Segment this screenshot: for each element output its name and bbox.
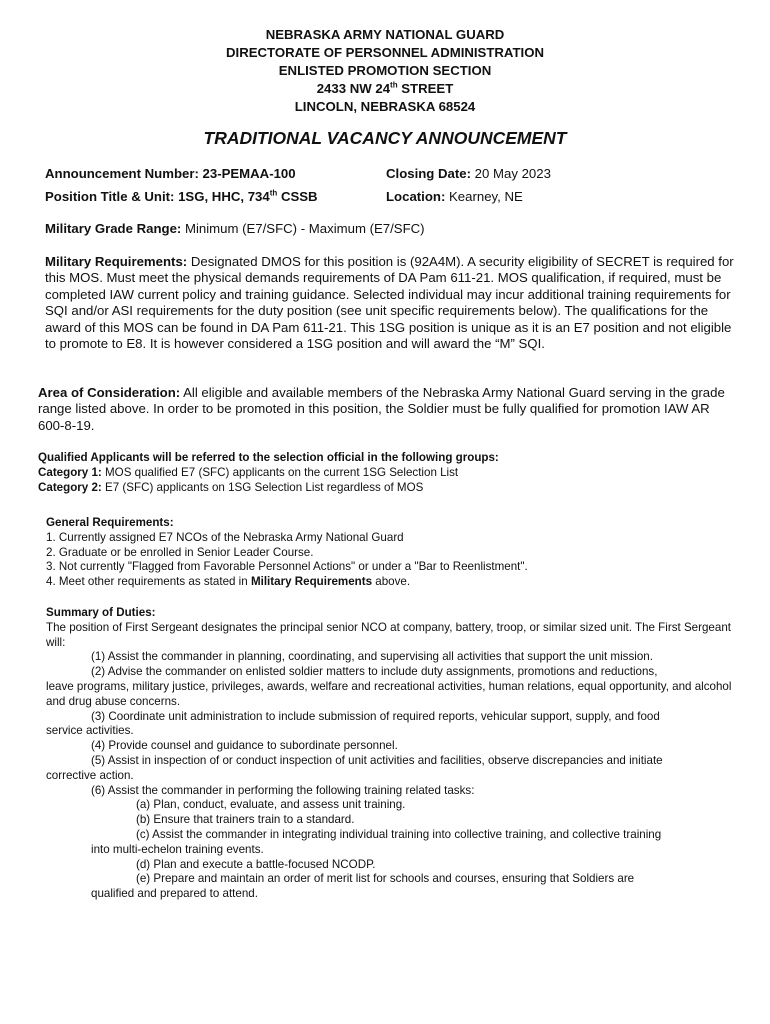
- military-requirements-text: Designated DMOS for this position is (92A4M). A security eligibility of SECRET is required for this MOS. Must meet the physical demands requirements of DA Pam 611-21. MOS qualification, if required, must be completed IAW current policy and training guidance. Selected individual may incur additional training requirements for SQI and/or ASI requirements for the duty position (see unit specific requirements below). The qualifications for the award of this MOS can be found in DA Pam 611-21. This 1SG position is unique as it is an E7 position and not eligible to promote to E8. It is however considered a 1SG position and will award the “M” SQI.: [45, 254, 734, 352]
- qualified-applicants: [38, 451, 738, 495]
- closing-date: Closing Date: 20 May 2023: [386, 166, 551, 181]
- military-requirements-label: Military Requirements:: [45, 254, 188, 269]
- military-requirements: [45, 254, 735, 352]
- city-address: LINCOLN, NEBRASKA 68524: [294, 99, 476, 114]
- duty-6c-cont: into multi-echelon training events.: [91, 842, 264, 856]
- duty-1: (1) Assist the commander in planning, coordinating, and supervising all activities that support the unit mission.: [91, 650, 653, 664]
- grade-range: Military Grade Range: Minimum (E7/SFC) - Maximum (E7/SFC): [45, 221, 425, 236]
- qualified-heading: Qualified Applicants will be referred to the selection official in the following groups:: [38, 451, 499, 464]
- duty-5-cont: corrective action.: [46, 768, 134, 782]
- duty-3: (3) Coordinate unit administration to include submission of required reports, vehicular support, supply, and food: [91, 709, 660, 723]
- duty-4: (4) Provide counsel and guidance to subordinate personnel.: [91, 739, 398, 753]
- duties-intro: The position of First Sergeant designates the principal senior NCO at company, battery, troop, or similar sized unit. The First Sergeant will:: [46, 620, 731, 649]
- letterhead: [0, 26, 770, 116]
- org-name: NEBRASKA ARMY NATIONAL GUARD: [265, 27, 505, 42]
- duty-2-cont: leave programs, military justice, privileges, awards, welfare and recreational activities, human relations, equal opportunity, and alcohol and drug abuse concerns.: [46, 679, 732, 708]
- duty-6e-cont: qualified and prepared to attend.: [91, 887, 258, 901]
- duty-2: (2) Advise the commander on enlisted soldier matters to include duty assignments, promotions and reductions,: [91, 665, 658, 679]
- location: Location: Kearney, NE: [386, 189, 523, 204]
- general-item-2: 2. Graduate or be enrolled in Senior Leader Course.: [46, 545, 314, 559]
- announcement-title: TRADITIONAL VACANCY ANNOUNCEMENT: [203, 128, 567, 148]
- street-address: 2433 NW 24th STREET: [316, 80, 454, 96]
- general-item-3: 3. Not currently "Flagged from Favorable Personnel Actions" or under a "Bar to Reenlistment".: [46, 560, 528, 574]
- section-name: ENLISTED PROMOTION SECTION: [278, 63, 492, 78]
- duty-6d: (d) Plan and execute a battle-focused NCODP.: [136, 857, 376, 871]
- duty-3-cont: service activities.: [46, 724, 134, 738]
- general-item-4: 4. Meet other requirements as stated in Military Requirements above.: [46, 575, 411, 589]
- area-of-consideration: [38, 385, 735, 434]
- directorate-name: DIRECTORATE OF PERSONNEL ADMINISTRATION: [226, 45, 544, 60]
- summary-of-duties: [46, 606, 736, 902]
- duties-heading: Summary of Duties:: [46, 606, 156, 619]
- general-item-1: 1. Currently assigned E7 NCOs of the Nebraska Army National Guard: [46, 530, 404, 544]
- duty-5: (5) Assist in inspection of or conduct inspection of unit activities and facilities, observe discrepancies and initiate: [91, 753, 663, 767]
- general-requirements: [46, 516, 736, 590]
- duty-6c: (c) Assist the commander in integrating individual training into collective training, and collective training: [136, 827, 662, 841]
- area-text: All eligible and available members of the Nebraska Army National Guard serving in the grade range listed above. In order to be promoted in this position, the Soldier must be fully qualified for promotion IAW AR 600-8-19.: [38, 385, 725, 433]
- category-2: Category 2: E7 (SFC) applicants on 1SG Selection List regardless of MOS: [38, 480, 424, 494]
- duty-6b: (b) Ensure that trainers train to a standard.: [136, 813, 355, 827]
- duty-6: (6) Assist the commander in performing the following training related tasks:: [91, 783, 475, 797]
- category-1: Category 1: MOS qualified E7 (SFC) applicants on the current 1SG Selection List: [38, 465, 459, 479]
- position-title: Position Title & Unit: 1SG, HHC, 734th CSSB: [45, 188, 318, 204]
- duty-6e: (e) Prepare and maintain an order of merit list for schools and courses, ensuring that Soldiers are: [136, 872, 635, 886]
- announcement-number: Announcement Number: 23-PEMAA-100: [45, 166, 296, 181]
- general-heading: General Requirements:: [46, 516, 174, 529]
- duty-6a: (a) Plan, conduct, evaluate, and assess unit training.: [136, 798, 406, 812]
- area-label: Area of Consideration:: [38, 385, 181, 400]
